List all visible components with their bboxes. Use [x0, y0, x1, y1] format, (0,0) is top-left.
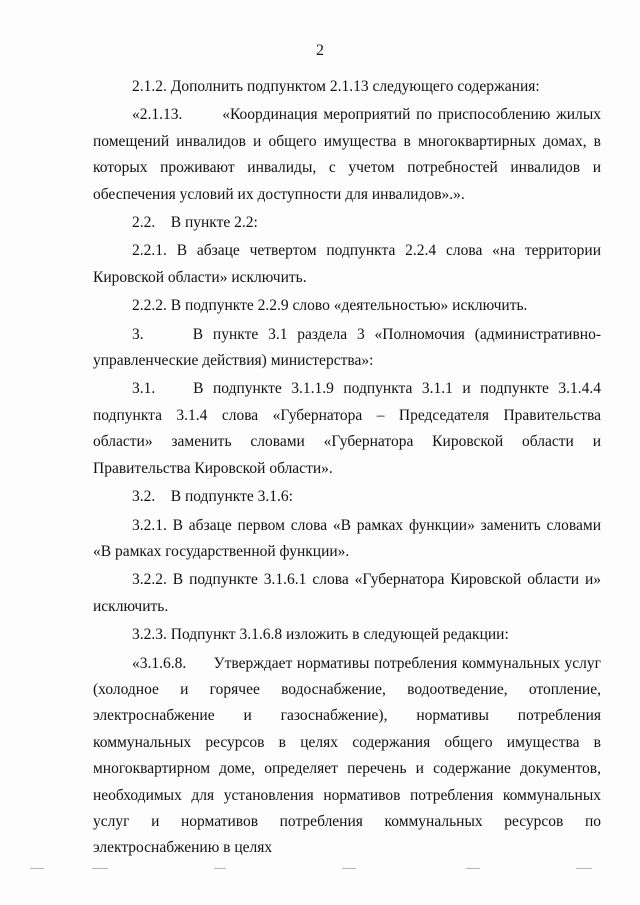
- paragraph-2-1-13: «2.1.13. «Координация мероприятий по приспособлению жилых помещений инвалидов и общего имущества в многоквартирных домах, в которых проживают инвалиды, с учетом потребностей инвалидов и обеспечения условий их доступности для инвалидов».».: [93, 106, 601, 203]
- paragraph-2-2: 2.2. В пункте 2.2:: [132, 214, 258, 232]
- scan-artifact: [576, 868, 592, 869]
- paragraph-2-1-2: 2.1.2. Дополнить подпунктом 2.1.13 следующего содержания:: [132, 78, 540, 95]
- paragraph-3-2: 3.2. В подпункте 3.1.6:: [132, 488, 293, 506]
- paragraph-3: 3. В пункте 3.1 раздела 3 «Полномочия (административно-управленческие действия) министерства»:: [93, 325, 601, 370]
- paragraph-3-1: 3.1. В подпункте 3.1.1.9 подпункта 3.1.1 и подпункте 3.1.4.4 подпункта 3.1.4 слова «Губернатора – Председателя Правительства области» заменить словами «Губернатора Кировской области и Правительства Кировской области».: [93, 380, 601, 477]
- scan-artifact: [342, 868, 356, 869]
- scan-artifact: [30, 868, 44, 869]
- paragraph-3-2-3: 3.2.3. Подпункт 3.1.6.8 изложить в следующей редакции:: [132, 626, 509, 644]
- paragraph-3-2-2: 3.2.2. В подпункте 3.1.6.1 слова «Губернатора Кировской области и» исключить.: [93, 571, 601, 615]
- paragraph-2-2-1: 2.2.1. В абзаце четвертом подпункта 2.2.4 слова «на территории Кировской области» исключить.: [93, 242, 601, 286]
- paragraph-3-2-1: 3.2.1. В абзаце первом слова «В рамках функции» заменить словами «В рамках государственной функции».: [93, 516, 601, 560]
- paragraph-3-1-6-8: «3.1.6.8. Утверждает нормативы потребления коммунальных услуг (холодное и горячее водоснабжение, водоотведение, отопление, электроснабжение и газоснабжение), нормативы потребления коммунальных ресурсов в целях содержания общего имущества в многоквартирном доме, определяет перечень и содержание документов, необходимых для установления нормативов потребления коммунальных услуг и нормативов потребления коммунальных ресурсов по электроснабжению в целях: [93, 654, 601, 857]
- scan-artifact: [92, 868, 108, 869]
- scan-artifact: [466, 868, 480, 869]
- scan-artifact: [214, 868, 226, 869]
- page-number: 2: [316, 42, 324, 59]
- document-body: [93, 74, 601, 864]
- paragraph-2-2-2: 2.2.2. В подпункте 2.2.9 слово «деятельностью» исключить.: [132, 297, 528, 315]
